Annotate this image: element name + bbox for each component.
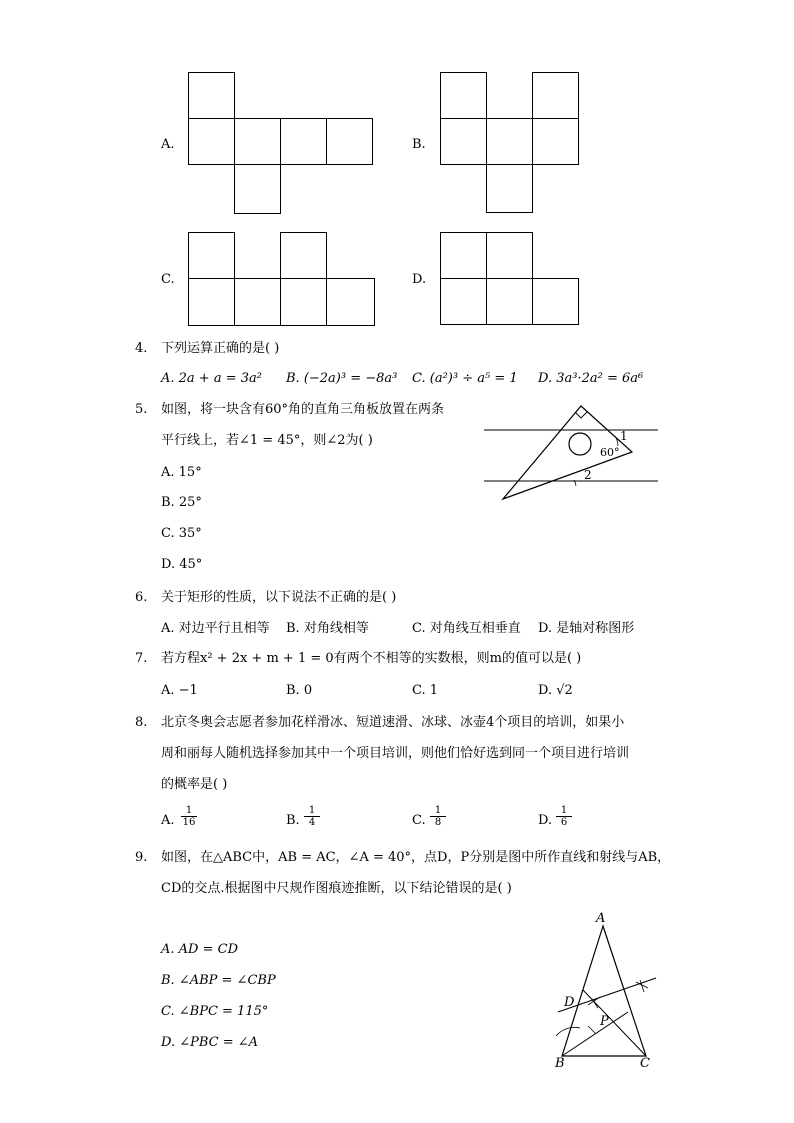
- net-square: [486, 118, 533, 165]
- net-square: [188, 118, 235, 165]
- point-p-label: P: [600, 1014, 609, 1029]
- option-c: C. 35°: [161, 526, 202, 541]
- option-b: B. 25°: [161, 495, 202, 510]
- question-stem: 若方程x² + 2x + m + 1 = 0有两个不相等的实数根，则m的值可以是( ): [161, 651, 582, 666]
- net-square: [234, 118, 281, 165]
- net-square: [326, 118, 373, 165]
- option-d-label: D.: [538, 813, 553, 828]
- option-b: B. 对角线相等: [286, 621, 369, 636]
- angle-2-label: 2: [584, 468, 592, 482]
- option-label: A.: [161, 137, 175, 152]
- net-square: [532, 118, 579, 165]
- option-c: C. ∠BPC = 115°: [161, 1004, 269, 1019]
- question-stem-line2: 平行线上，若∠1 = 45°，则∠2为( ): [161, 433, 373, 448]
- net-square: [532, 278, 579, 325]
- option-d: D. 3a³·2a² = 6a⁶: [538, 371, 644, 386]
- question-stem-line1: 北京冬奥会志愿者参加花样滑冰、短道速滑、冰球、冰壶4个项目的培训，如果小: [161, 715, 625, 730]
- angle-1-label: 1: [620, 429, 628, 443]
- angle-bisector-ray: [562, 1012, 628, 1056]
- vertex-c-label: C: [640, 1056, 650, 1071]
- triangle-abc: [562, 926, 646, 1056]
- triangle-parallel-lines-figure: [478, 400, 663, 505]
- option-c: C. 1: [412, 683, 439, 698]
- net-square: [486, 164, 533, 213]
- option-label: D.: [412, 272, 427, 287]
- vertex-b-label: B: [555, 1056, 565, 1071]
- fraction-numerator: 1: [430, 805, 446, 817]
- question-number: 6.: [135, 590, 148, 605]
- option-c: C. (a²)³ ÷ a⁵ = 1: [412, 371, 518, 386]
- net-square: [280, 118, 327, 165]
- net-square: [440, 118, 487, 165]
- net-square: [440, 72, 487, 119]
- question-number: 9.: [135, 850, 148, 865]
- fraction-denominator: 6: [560, 817, 568, 828]
- option-a-label: A.: [161, 813, 175, 828]
- option-d: D. 45°: [161, 557, 203, 572]
- option-b: B. ∠ABP = ∠CBP: [161, 973, 276, 988]
- question-number: 8.: [135, 715, 148, 730]
- net-square: [532, 72, 579, 119]
- construction-mark: [588, 1026, 596, 1034]
- question-stem-line3: 的概率是( ): [161, 777, 228, 792]
- option-d: D. √2: [538, 683, 573, 698]
- fraction-denominator: 16: [182, 817, 196, 828]
- option-a: A. 对边平行且相等: [161, 621, 270, 636]
- fraction-numerator: 1: [304, 805, 320, 817]
- net-square: [234, 164, 281, 214]
- option-b-fraction: [304, 805, 320, 828]
- option-a-fraction: [181, 805, 197, 828]
- net-square: [280, 278, 327, 326]
- fraction-numerator: 1: [556, 805, 572, 817]
- net-square: [188, 278, 235, 326]
- net-square: [188, 72, 235, 119]
- option-c-label: C.: [412, 813, 426, 828]
- construction-arc: [556, 1027, 580, 1036]
- option-a: A. −1: [161, 683, 198, 698]
- angle-60-label: 60°: [600, 446, 620, 459]
- option-d-fraction: [556, 805, 572, 828]
- option-b-label: B.: [286, 813, 300, 828]
- option-a: A. AD = CD: [161, 942, 238, 957]
- net-square: [486, 232, 533, 279]
- net-square: [486, 278, 533, 325]
- net-square: [234, 278, 281, 326]
- net-square: [188, 232, 235, 279]
- option-a: A. 2a + a = 3a²: [161, 371, 262, 386]
- right-angle-mark: [575, 412, 587, 418]
- net-square: [440, 278, 487, 325]
- option-b: B. (−2a)³ = −8a³: [286, 371, 398, 386]
- option-b: B. 0: [286, 683, 313, 698]
- fraction-denominator: 8: [434, 817, 442, 828]
- question-stem: 关于矩形的性质，以下说法不正确的是( ): [161, 590, 397, 605]
- point-d-label: D: [564, 995, 575, 1010]
- question-stem-line2: CD的交点.根据图中尺规作图痕迹推断，以下结论错误的是( ): [161, 881, 512, 896]
- option-c: C. 对角线互相垂直: [412, 621, 521, 636]
- question-number: 7.: [135, 651, 148, 666]
- fraction-numerator: 1: [181, 805, 197, 817]
- question-stem-line2: 周和丽每人随机选择参加其中一个项目培训，则他们恰好选到同一个项目进行培训: [161, 746, 630, 761]
- option-d: D. ∠PBC = ∠A: [161, 1035, 259, 1050]
- option-c-fraction: [430, 805, 446, 828]
- net-square: [440, 232, 487, 279]
- question-stem-line1: 如图，将一块含有60°角的直角三角板放置在两条: [161, 402, 445, 417]
- question-stem: 下列运算正确的是( ): [161, 341, 280, 356]
- option-label: C.: [161, 272, 175, 287]
- question-number: 4.: [135, 341, 148, 356]
- question-number: 5.: [135, 402, 148, 417]
- vertex-a-label: A: [596, 911, 606, 926]
- fraction-denominator: 4: [308, 817, 316, 828]
- triangle-construction-figure: [548, 908, 668, 1073]
- question-stem-line1: 如图，在△ABC中，AB = AC，∠A = 40°，点D，P分别是图中所作直线和射线与AB，: [161, 850, 671, 865]
- option-label: B.: [412, 137, 426, 152]
- net-square: [280, 232, 327, 279]
- option-a: A. 15°: [161, 465, 202, 480]
- option-d: D. 是轴对称图形: [538, 621, 635, 636]
- net-square: [326, 278, 375, 326]
- set-square-hole: [569, 433, 591, 455]
